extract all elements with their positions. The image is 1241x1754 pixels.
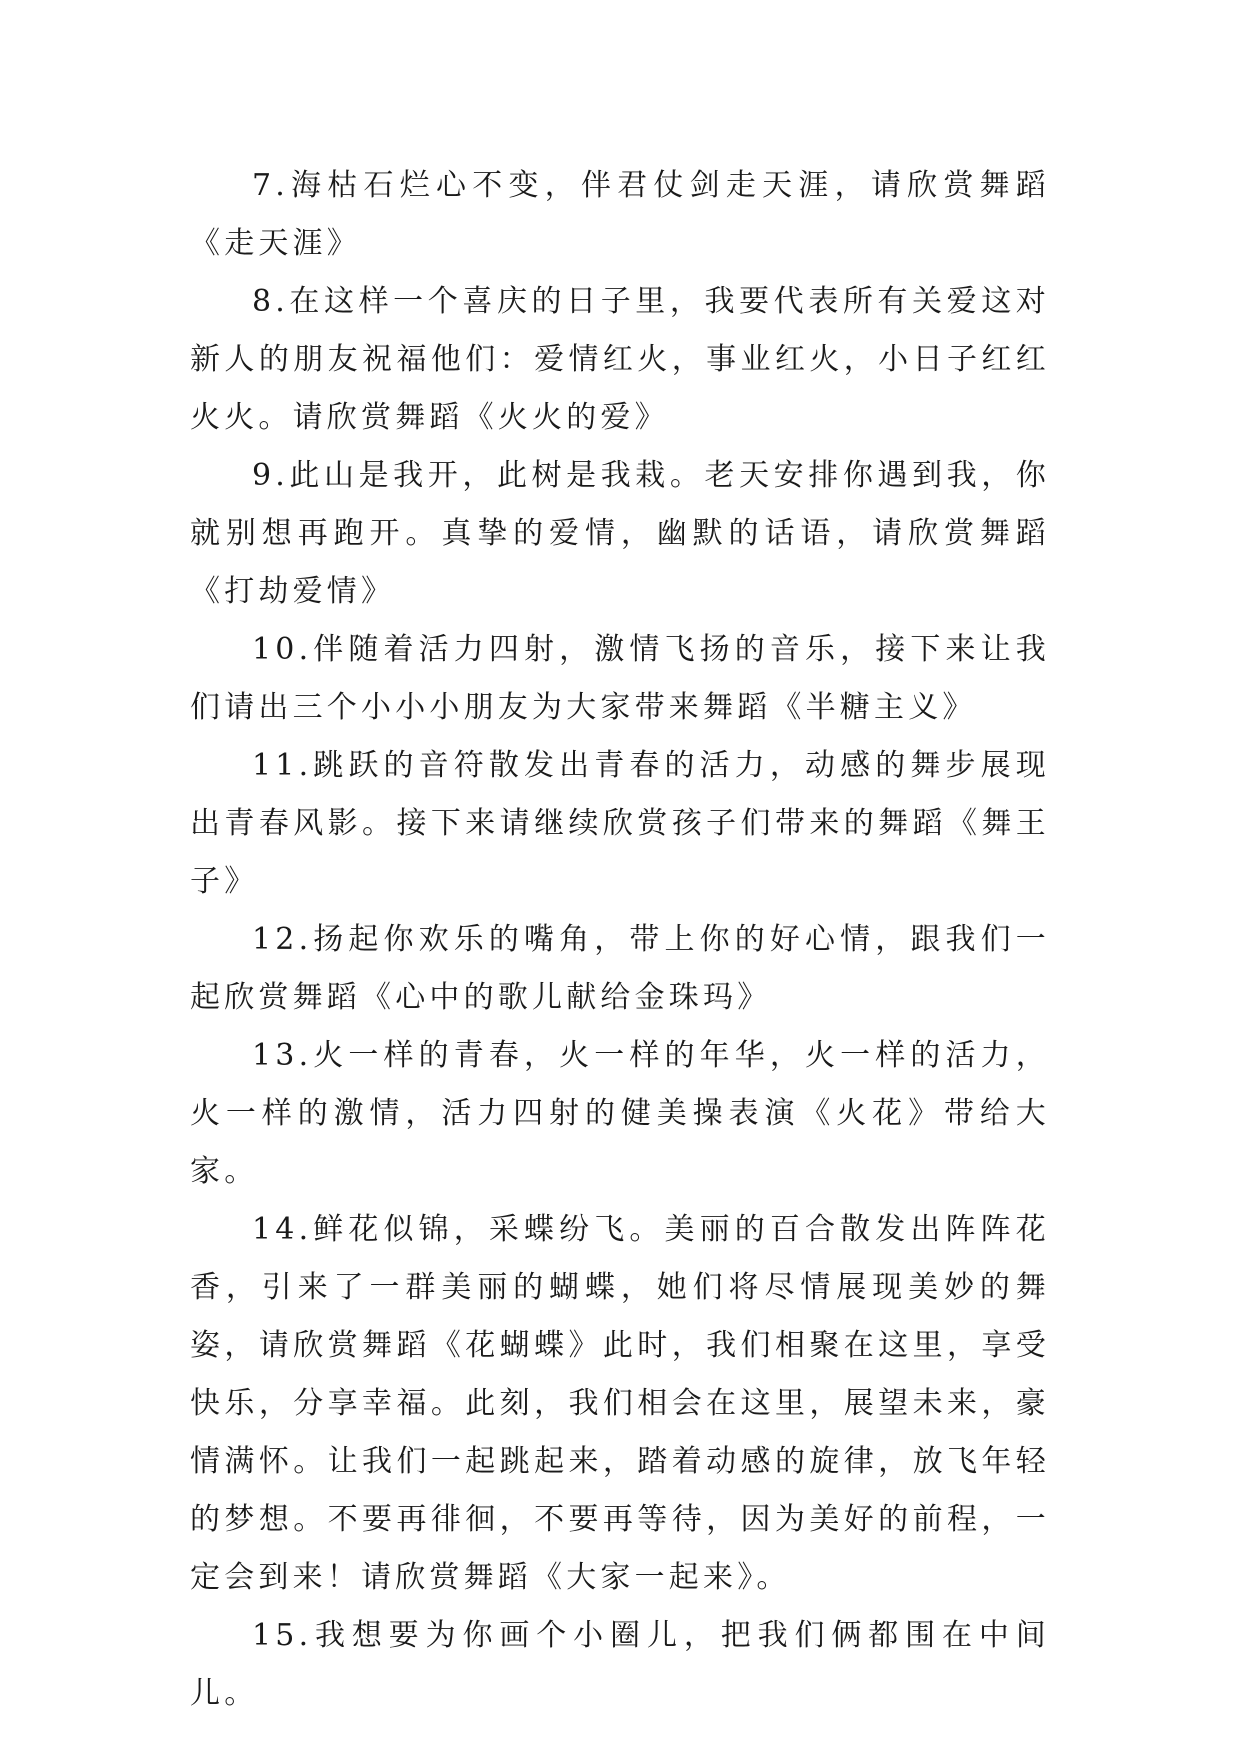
paragraph-15: 15.我想要为你画个小圈儿，把我们俩都围在中间儿。 xyxy=(190,1618,1050,1711)
paragraph-13: 13.火一样的青春，火一样的年华，火一样的活力，火一样的激情，活力四射的健美操表演《火花》带给大家。 xyxy=(190,1038,1050,1189)
document-body xyxy=(190,157,1050,1723)
paragraph-11: 11.跳跃的音符散发出青春的活力，动感的舞步展现出青春风影。接下来请继续欣赏孩子们带来的舞蹈《舞王子》 xyxy=(190,748,1050,899)
paragraph-7: 7.海枯石烂心不变，伴君仗剑走天涯，请欣赏舞蹈《走天涯》 xyxy=(190,168,1050,261)
paragraph-10: 10.伴随着活力四射，激情飞扬的音乐，接下来让我们请出三个小小小朋友为大家带来舞蹈《半糖主义》 xyxy=(190,632,1050,725)
paragraph-12: 12.扬起你欢乐的嘴角，带上你的好心情，跟我们一起欣赏舞蹈《心中的歌儿献给金珠玛》 xyxy=(190,922,1050,1015)
paragraph-14: 14.鲜花似锦，采蝶纷飞。美丽的百合散发出阵阵花香，引来了一群美丽的蝴蝶，她们将尽情展现美妙的舞姿，请欣赏舞蹈《花蝴蝶》此时，我们相聚在这里，享受快乐，分享幸福。此刻，我们相会在这里，展望未来，豪情满怀。让我们一起跳起来，踏着动感的旋律，放飞年轻的梦想。不要再徘徊，不要再等待，因为美好的前程，一定会到来！请欣赏舞蹈《大家一起来》。 xyxy=(190,1212,1050,1595)
paragraph-8: 8.在这样一个喜庆的日子里，我要代表所有关爱这对新人的朋友祝福他们：爱情红火，事业红火，小日子红红火火。请欣赏舞蹈《火火的爱》 xyxy=(190,284,1050,435)
paragraph-9: 9.此山是我开，此树是我栽。老天安排你遇到我，你就别想再跑开。真挚的爱情，幽默的话语，请欣赏舞蹈《打劫爱情》 xyxy=(190,458,1050,609)
